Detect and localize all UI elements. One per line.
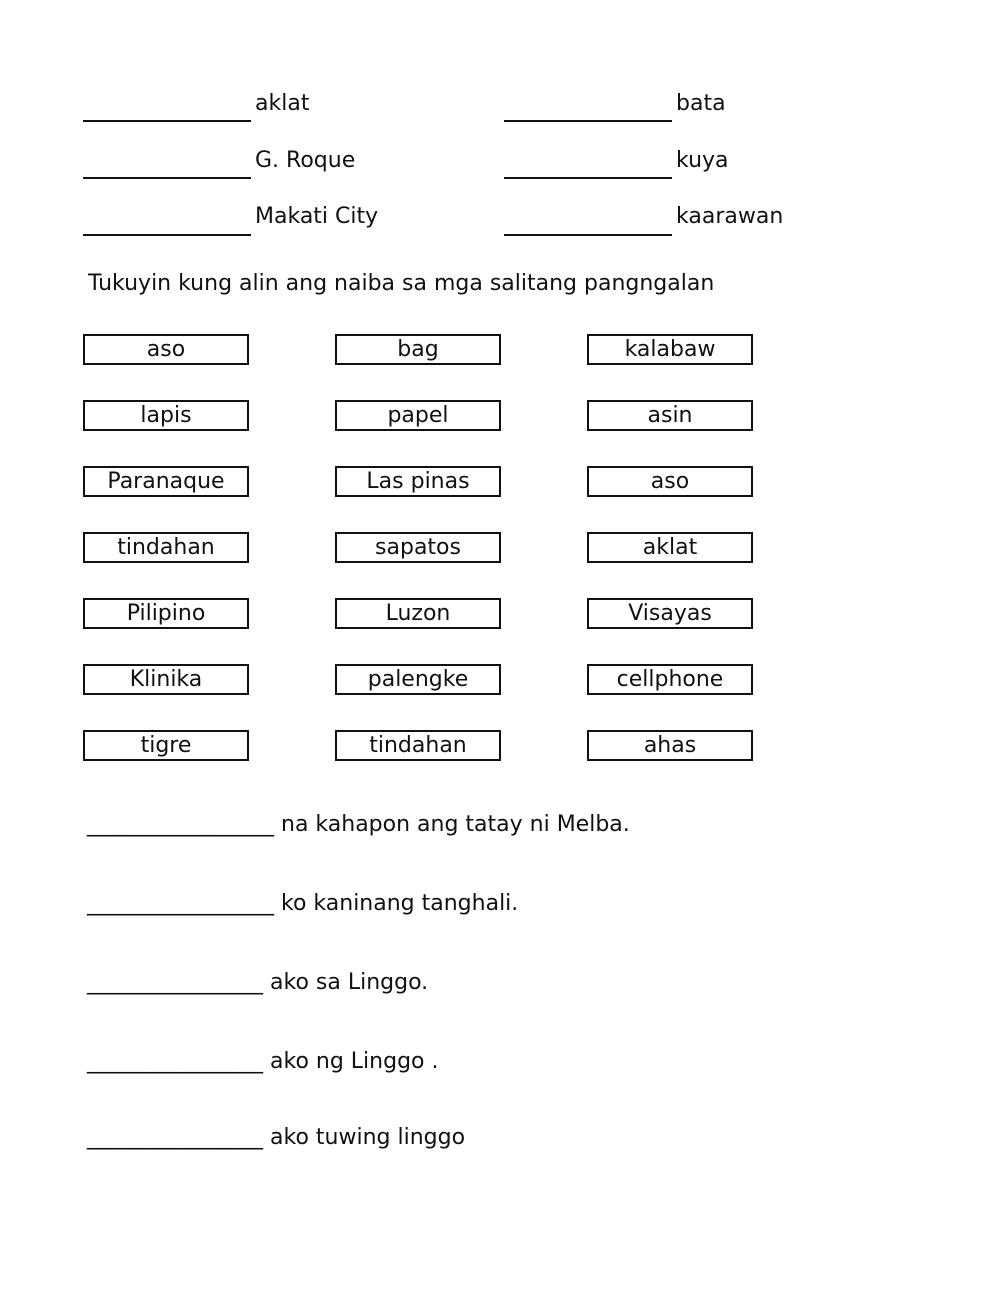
sentence-text: ako tuwing linggo — [270, 1125, 466, 1150]
word-box[interactable]: aso — [83, 334, 249, 365]
sentence-text: ako ng Linggo . — [270, 1049, 439, 1074]
sentence-row — [87, 1049, 438, 1075]
word-box[interactable]: Klinika — [83, 664, 249, 695]
instruction-text: Tukuyin kung alin ang naiba sa mga salitang pangngalan — [88, 271, 715, 296]
word-label: bata — [676, 91, 726, 116]
answer-blank[interactable] — [504, 120, 672, 122]
sentence-row — [87, 1125, 465, 1151]
answer-blank[interactable] — [83, 120, 251, 122]
word-box[interactable]: bag — [335, 334, 501, 365]
word-label: kaarawan — [676, 204, 784, 229]
sentence-blank[interactable]: _________________ — [87, 812, 274, 837]
answer-blank[interactable] — [83, 177, 251, 179]
sentence-text: na kahapon ang tatay ni Melba. — [281, 812, 630, 837]
word-box[interactable]: Pilipino — [83, 598, 249, 629]
sentence-blank[interactable]: _________________ — [87, 891, 274, 916]
word-box[interactable]: tigre — [83, 730, 249, 761]
word-box[interactable]: tindahan — [335, 730, 501, 761]
sentence-blank[interactable]: ________________ — [87, 1049, 263, 1074]
word-box[interactable]: Paranaque — [83, 466, 249, 497]
answer-blank[interactable] — [83, 234, 251, 236]
word-label: G. Roque — [255, 148, 356, 173]
word-box[interactable]: tindahan — [83, 532, 249, 563]
word-box[interactable]: papel — [335, 400, 501, 431]
word-label: Makati City — [255, 204, 379, 229]
word-box[interactable]: sapatos — [335, 532, 501, 563]
sentence-blank[interactable]: ________________ — [87, 970, 263, 995]
word-label: aklat — [255, 91, 310, 116]
sentence-row — [87, 970, 428, 996]
sentence-text: ako sa Linggo. — [270, 970, 429, 995]
sentence-row — [87, 812, 630, 838]
answer-blank[interactable] — [504, 234, 672, 236]
word-box[interactable]: lapis — [83, 400, 249, 431]
word-box[interactable]: cellphone — [587, 664, 753, 695]
word-box[interactable]: Las pinas — [335, 466, 501, 497]
word-label: kuya — [676, 148, 729, 173]
word-box[interactable]: aklat — [587, 532, 753, 563]
word-box[interactable]: aso — [587, 466, 753, 497]
word-box[interactable]: Visayas — [587, 598, 753, 629]
word-box[interactable]: Luzon — [335, 598, 501, 629]
sentence-blank[interactable]: ________________ — [87, 1125, 263, 1150]
word-box[interactable]: kalabaw — [587, 334, 753, 365]
sentence-row — [87, 891, 518, 917]
word-box[interactable]: ahas — [587, 730, 753, 761]
sentence-text: ko kaninang tanghali. — [281, 891, 519, 916]
word-box[interactable]: palengke — [335, 664, 501, 695]
word-box[interactable]: asin — [587, 400, 753, 431]
answer-blank[interactable] — [504, 177, 672, 179]
